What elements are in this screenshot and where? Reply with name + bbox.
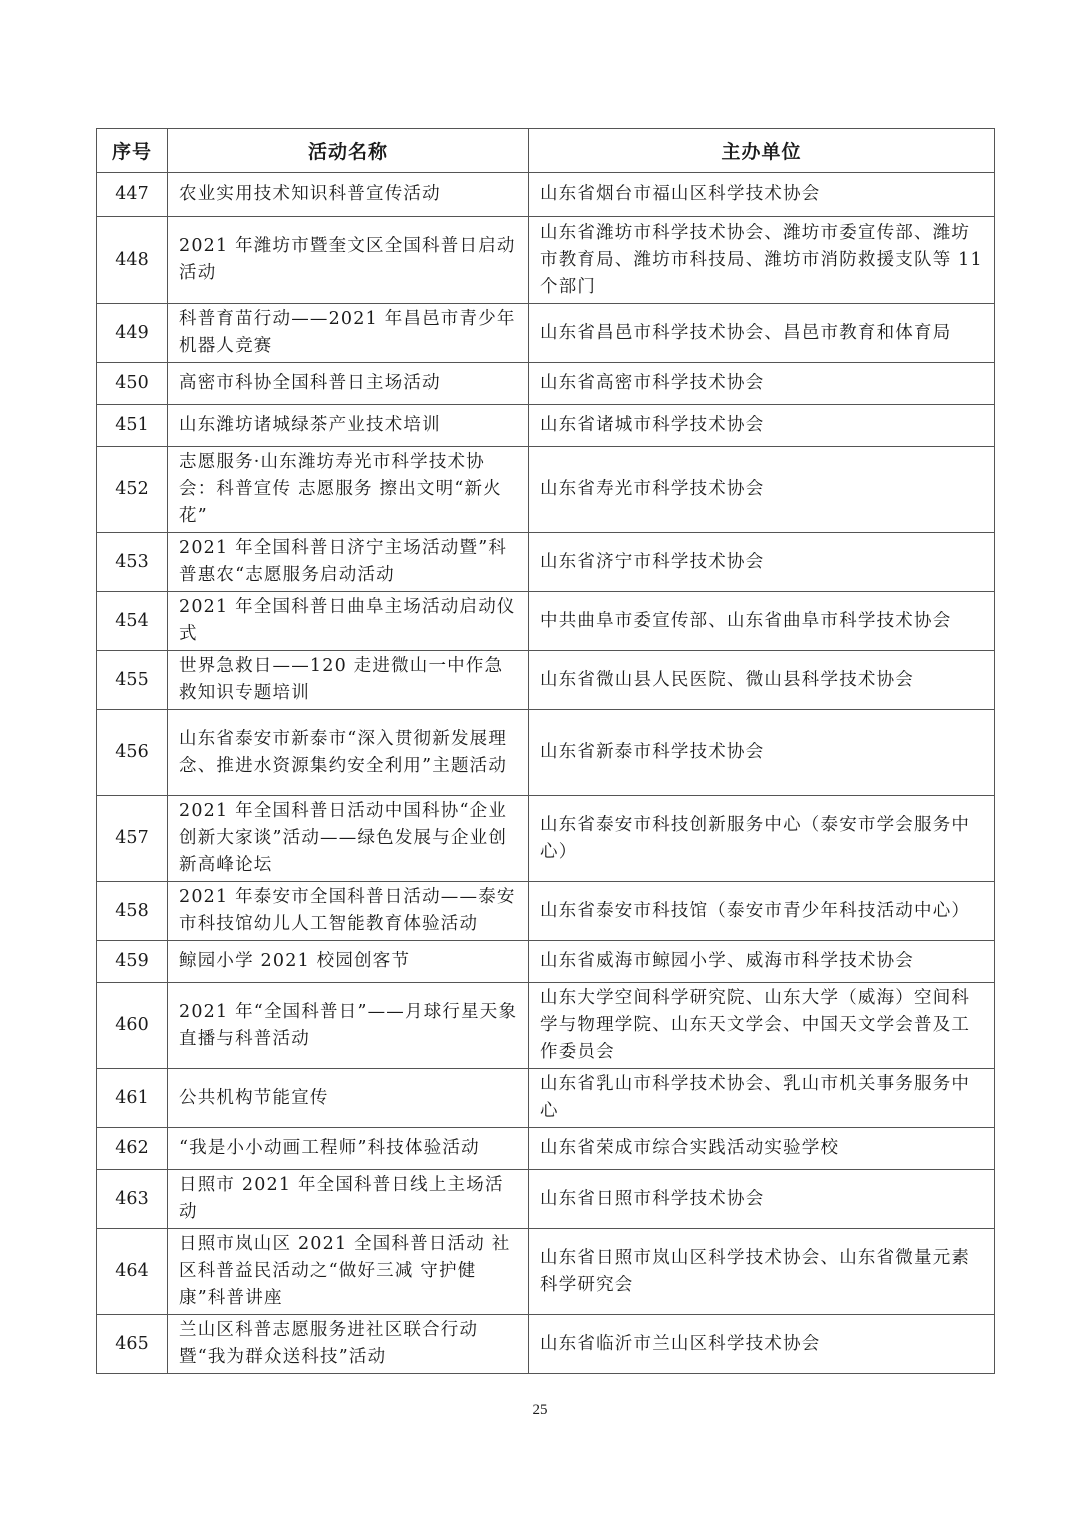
row-serial-number: 460: [97, 983, 168, 1069]
row-organizer: 山东省寿光市科学技术协会: [529, 447, 995, 533]
row-activity-name: 高密市科协全国科普日主场活动: [168, 363, 529, 405]
table-row: [97, 1069, 995, 1128]
header-activity-name: 活动名称: [168, 129, 529, 173]
row-organizer: 中共曲阜市委宣传部、山东省曲阜市科学技术协会: [529, 592, 995, 651]
table-row: [97, 796, 995, 882]
row-organizer: 山东省高密市科学技术协会: [529, 363, 995, 405]
table-row: [97, 533, 995, 592]
row-serial-number: 454: [97, 592, 168, 651]
row-serial-number: 448: [97, 217, 168, 304]
row-serial-number: 450: [97, 363, 168, 405]
row-activity-name: 农业实用技术知识科普宣传活动: [168, 173, 529, 217]
row-serial-number: 451: [97, 405, 168, 447]
table-row: [97, 217, 995, 304]
row-activity-name: 2021 年全国科普日济宁主场活动暨”科普惠农“志愿服务启动活动: [168, 533, 529, 592]
table-row: [97, 173, 995, 217]
row-serial-number: 465: [97, 1315, 168, 1374]
row-organizer: 山东省诸城市科学技术协会: [529, 405, 995, 447]
row-activity-name: 公共机构节能宣传: [168, 1069, 529, 1128]
activity-table: [96, 128, 995, 1374]
row-activity-name: “我是小小动画工程师”科技体验活动: [168, 1128, 529, 1170]
table-row: [97, 592, 995, 651]
row-serial-number: 455: [97, 651, 168, 710]
row-organizer: 山东省威海市鲸园小学、威海市科学技术协会: [529, 941, 995, 983]
row-organizer: 山东省荣成市综合实践活动实验学校: [529, 1128, 995, 1170]
table-row: [97, 710, 995, 796]
row-activity-name: 兰山区科普志愿服务进社区联合行动暨“我为群众送科技”活动: [168, 1315, 529, 1374]
table-row: [97, 304, 995, 363]
row-organizer: 山东省日照市科学技术协会: [529, 1170, 995, 1229]
row-serial-number: 462: [97, 1128, 168, 1170]
table-row: [97, 651, 995, 710]
row-activity-name: 日照市 2021 年全国科普日线上主场活动: [168, 1170, 529, 1229]
row-activity-name: 2021 年泰安市全国科普日活动——泰安市科技馆幼儿人工智能教育体验活动: [168, 882, 529, 941]
row-activity-name: 鲸园小学 2021 校园创客节: [168, 941, 529, 983]
row-organizer: 山东省日照市岚山区科学技术协会、山东省微量元素科学研究会: [529, 1229, 995, 1315]
table-row: [97, 1128, 995, 1170]
row-organizer: 山东省微山县人民医院、微山县科学技术协会: [529, 651, 995, 710]
row-activity-name: 2021 年“全国科普日”——月球行星天象直播与科普活动: [168, 983, 529, 1069]
row-organizer: 山东省泰安市科技创新服务中心（泰安市学会服务中心）: [529, 796, 995, 882]
table-row: [97, 941, 995, 983]
row-serial-number: 453: [97, 533, 168, 592]
table-row: [97, 405, 995, 447]
row-organizer: 山东省新泰市科学技术协会: [529, 710, 995, 796]
row-serial-number: 452: [97, 447, 168, 533]
row-activity-name: 山东潍坊诸城绿茶产业技术培训: [168, 405, 529, 447]
table-row: [97, 882, 995, 941]
row-serial-number: 463: [97, 1170, 168, 1229]
row-organizer: 山东省昌邑市科学技术协会、昌邑市教育和体育局: [529, 304, 995, 363]
table-row: [97, 1315, 995, 1374]
table-row: [97, 1170, 995, 1229]
row-organizer: 山东省乳山市科学技术协会、乳山市机关事务服务中心: [529, 1069, 995, 1128]
row-activity-name: 山东省泰安市新泰市“深入贯彻新发展理念、推进水资源集约安全利用”主题活动: [168, 710, 529, 796]
row-organizer: 山东大学空间科学研究院、山东大学（威海）空间科学与物理学院、山东天文学会、中国天文学会普及工作委员会: [529, 983, 995, 1069]
row-serial-number: 461: [97, 1069, 168, 1128]
row-activity-name: 世界急救日——120 走进微山一中作急救知识专题培训: [168, 651, 529, 710]
row-activity-name: 2021 年全国科普日曲阜主场活动启动仪式: [168, 592, 529, 651]
row-serial-number: 456: [97, 710, 168, 796]
row-organizer: 山东省临沂市兰山区科学技术协会: [529, 1315, 995, 1374]
row-organizer: 山东省烟台市福山区科学技术协会: [529, 173, 995, 217]
table-body: [97, 173, 995, 1374]
row-activity-name: 2021 年全国科普日活动中国科协“企业创新大家谈”活动——绿色发展与企业创新高峰论坛: [168, 796, 529, 882]
row-activity-name: 科普育苗行动——2021 年昌邑市青少年机器人竞赛: [168, 304, 529, 363]
table-row: [97, 983, 995, 1069]
table-row: [97, 363, 995, 405]
row-serial-number: 459: [97, 941, 168, 983]
row-serial-number: 457: [97, 796, 168, 882]
row-serial-number: 449: [97, 304, 168, 363]
table-header-row: [97, 129, 995, 173]
row-serial-number: 447: [97, 173, 168, 217]
row-organizer: 山东省泰安市科技馆（泰安市青少年科技活动中心）: [529, 882, 995, 941]
row-serial-number: 458: [97, 882, 168, 941]
row-organizer: 山东省济宁市科学技术协会: [529, 533, 995, 592]
row-activity-name: 日照市岚山区 2021 全国科普日活动 社区科普益民活动之“做好三减 守护健康”科普讲座: [168, 1229, 529, 1315]
header-serial-number: 序号: [97, 129, 168, 173]
table-row: [97, 447, 995, 533]
row-activity-name: 志愿服务·山东潍坊寿光市科学技术协会：科普宣传 志愿服务 擦出文明“新火花”: [168, 447, 529, 533]
page-number: 25: [532, 1402, 548, 1418]
row-activity-name: 2021 年潍坊市暨奎文区全国科普日启动活动: [168, 217, 529, 304]
row-serial-number: 464: [97, 1229, 168, 1315]
activity-table-container: [96, 128, 994, 1374]
row-organizer: 山东省潍坊市科学技术协会、潍坊市委宣传部、潍坊市教育局、潍坊市科技局、潍坊市消防救援支队等 11 个部门: [529, 217, 995, 304]
header-organizer: 主办单位: [529, 129, 995, 173]
table-row: [97, 1229, 995, 1315]
